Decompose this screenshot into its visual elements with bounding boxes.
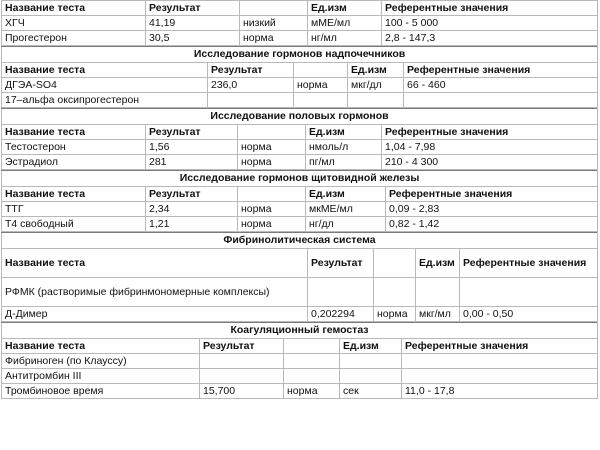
col-header-test: Название теста: [2, 125, 146, 140]
reference-range: 66 - 460: [404, 78, 598, 93]
test-name: ДГЭА-SO4: [2, 78, 208, 93]
col-header-result: Результат: [200, 339, 284, 354]
reference-range: 100 - 5 000: [382, 16, 598, 31]
table-row: [2, 78, 598, 93]
table-row: [2, 307, 598, 322]
col-header-unit: Ед.изм: [308, 1, 382, 16]
reference-range: [460, 278, 598, 307]
col-header-test: Название теста: [2, 63, 208, 78]
table-row: [2, 278, 598, 307]
reference-range: 11,0 - 17,8: [402, 384, 598, 399]
result-status: [294, 93, 348, 108]
col-header-test: Название теста: [2, 1, 146, 16]
table-row: [2, 217, 598, 232]
result-value: 2,34: [146, 202, 238, 217]
reference-range: 0,09 - 2,83: [386, 202, 598, 217]
reference-range: 0,82 - 1,42: [386, 217, 598, 232]
unit: пг/мл: [306, 155, 382, 170]
col-header-status: [238, 187, 306, 202]
test-name: Фибриноген (по Клауссу): [2, 354, 200, 369]
col-header-result: Результат: [146, 125, 238, 140]
table-row: [2, 16, 598, 31]
test-name: Т4 свободный: [2, 217, 146, 232]
col-header-result: Результат: [146, 1, 240, 16]
table-section-0: [1, 0, 598, 46]
col-header-unit: Ед.изм: [416, 249, 460, 278]
unit: [340, 369, 402, 384]
test-name: РФМК (растворимые фибринмономерные комплексы): [2, 278, 308, 307]
test-name: Прогестерон: [2, 31, 146, 46]
col-header-test: Название теста: [2, 249, 308, 278]
reference-range: [402, 369, 598, 384]
result-status: [284, 354, 340, 369]
table-section-1: [1, 46, 598, 108]
unit: мМЕ/мл: [308, 16, 382, 31]
result-value: [308, 278, 374, 307]
result-value: 281: [146, 155, 238, 170]
col-header-unit: Ед.изм: [340, 339, 402, 354]
col-header-status: [240, 1, 308, 16]
result-status: норма: [294, 78, 348, 93]
result-status: норма: [284, 384, 340, 399]
result-value: 41,19: [146, 16, 240, 31]
col-header-status: [284, 339, 340, 354]
reference-range: 1,04 - 7,98: [382, 140, 598, 155]
col-header-reference: Референтные значения: [382, 1, 598, 16]
test-name: ХГЧ: [2, 16, 146, 31]
section-title: Исследование гормонов надпочечников: [2, 47, 598, 63]
table-header-row: [2, 1, 598, 16]
reference-range: 2,8 - 147,3: [382, 31, 598, 46]
col-header-reference: Референтные значения: [386, 187, 598, 202]
result-value: 15,700: [200, 384, 284, 399]
col-header-status: [238, 125, 306, 140]
result-status: норма: [238, 217, 306, 232]
unit: [340, 354, 402, 369]
result-value: 236,0: [208, 78, 294, 93]
table-section-4: [1, 232, 598, 322]
col-header-reference: Референтные значения: [460, 249, 598, 278]
unit: мкМЕ/мл: [306, 202, 386, 217]
test-name: Д-Димер: [2, 307, 308, 322]
table-row: [2, 369, 598, 384]
result-value: [200, 354, 284, 369]
table-header-row: [2, 339, 598, 354]
test-name: 17–альфа оксипрогестерон: [2, 93, 208, 108]
result-status: норма: [238, 202, 306, 217]
col-header-unit: Ед.изм: [306, 125, 382, 140]
col-header-reference: Референтные значения: [382, 125, 598, 140]
unit: сек: [340, 384, 402, 399]
page-cut-edge: [0, 446, 600, 450]
col-header-unit: Ед.изм: [306, 187, 386, 202]
table-row: [2, 384, 598, 399]
result-status: норма: [238, 140, 306, 155]
table-row: [2, 140, 598, 155]
table-row: [2, 202, 598, 217]
unit: нг/мл: [308, 31, 382, 46]
unit: нг/дл: [306, 217, 386, 232]
table-header-row: [2, 249, 598, 278]
table-section-2: [1, 108, 598, 170]
col-header-result: Результат: [308, 249, 374, 278]
unit: [348, 93, 404, 108]
result-status: норма: [238, 155, 306, 170]
result-status: норма: [240, 31, 308, 46]
section-title: Исследование гормонов щитовидной железы: [2, 171, 598, 187]
col-header-reference: Референтные значения: [404, 63, 598, 78]
table-row: [2, 155, 598, 170]
unit: мкг/дл: [348, 78, 404, 93]
result-status: низкий: [240, 16, 308, 31]
reference-range: 0,00 - 0,50: [460, 307, 598, 322]
col-header-result: Результат: [208, 63, 294, 78]
section-title: Фибринолитическая система: [2, 233, 598, 249]
result-value: 0,202294: [308, 307, 374, 322]
test-name: Эстрадиол: [2, 155, 146, 170]
table-row: [2, 31, 598, 46]
reference-range: [404, 93, 598, 108]
col-header-status: [294, 63, 348, 78]
result-status: норма: [374, 307, 416, 322]
test-name: Антитромбин III: [2, 369, 200, 384]
result-value: 1,21: [146, 217, 238, 232]
result-status: [284, 369, 340, 384]
col-header-status: [374, 249, 416, 278]
col-header-test: Название теста: [2, 187, 146, 202]
test-name: Тромбиновое время: [2, 384, 200, 399]
col-header-reference: Референтные значения: [402, 339, 598, 354]
result-value: 1,56: [146, 140, 238, 155]
result-value: 30,5: [146, 31, 240, 46]
table-row: [2, 354, 598, 369]
unit: мкг/мл: [416, 307, 460, 322]
reference-range: 210 - 4 300: [382, 155, 598, 170]
result-value: [208, 93, 294, 108]
col-header-unit: Ед.изм: [348, 63, 404, 78]
table-row: [2, 93, 598, 108]
col-header-test: Название теста: [2, 339, 200, 354]
reference-range: [402, 354, 598, 369]
table-header-row: [2, 125, 598, 140]
table-section-3: [1, 170, 598, 232]
test-name: Тестостерон: [2, 140, 146, 155]
table-header-row: [2, 187, 598, 202]
test-name: ТТГ: [2, 202, 146, 217]
result-status: [374, 278, 416, 307]
table-section-5: [1, 322, 598, 399]
table-header-row: [2, 63, 598, 78]
result-value: [200, 369, 284, 384]
section-title: Коагуляционный гемостаз: [2, 323, 598, 339]
unit: [416, 278, 460, 307]
section-title: Исследование половых гормонов: [2, 109, 598, 125]
col-header-result: Результат: [146, 187, 238, 202]
unit: нмоль/л: [306, 140, 382, 155]
